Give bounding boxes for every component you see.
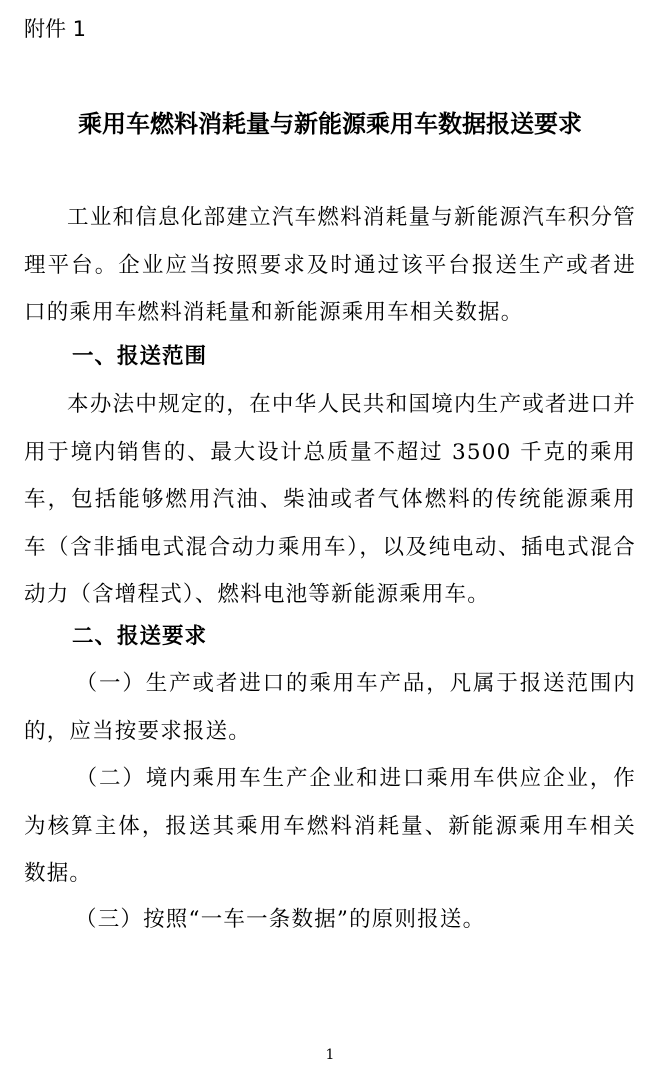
requirement-item-2: [24, 755, 636, 898]
page-number: 1: [325, 1047, 335, 1063]
attachment-label: 附件 1: [24, 17, 87, 41]
intro-text: 工业和信息化部建立汽车燃料消耗量与新能源汽车积分管理平台。企业应当按照要求及时通过该平台报送生产或者进口的乘用车燃料消耗量和新能源乘用车相关数据。: [24, 205, 636, 325]
scope-paragraph: [24, 381, 636, 619]
requirement-item-3: [24, 896, 636, 944]
requirement-item-3-text: （三）按照“一车一条数据”的原则报送。: [75, 907, 486, 932]
section-heading-scope: 一、报送范围: [72, 344, 208, 369]
requirement-item-1-text: （一）生产或者进口的乘用车产品，凡属于报送范围内的，应当按要求报送。: [24, 671, 636, 744]
document-title: 乘用车燃料消耗量与新能源乘用车数据报送要求: [78, 110, 582, 138]
requirement-item-1: [24, 660, 636, 755]
scope-text: 本办法中规定的，在中华人民共和国境内生产或者进口并用于境内销售的、最大设计总质量不超过 3500 千克的乘用车，包括能够燃用汽油、柴油或者气体燃料的传统能源乘用车（含非插电式混合动力乘用车），以及纯电动、插电式混合动力（含增程式）、燃料电池等新能源乘用车。: [24, 392, 636, 607]
intro-paragraph: [24, 194, 636, 337]
requirement-item-2-text: （二）境内乘用车生产企业和进口乘用车供应企业，作为核算主体，报送其乘用车燃料消耗量、新能源乘用车相关数据。: [24, 766, 636, 886]
section-heading-requirements: 二、报送要求: [72, 624, 208, 649]
